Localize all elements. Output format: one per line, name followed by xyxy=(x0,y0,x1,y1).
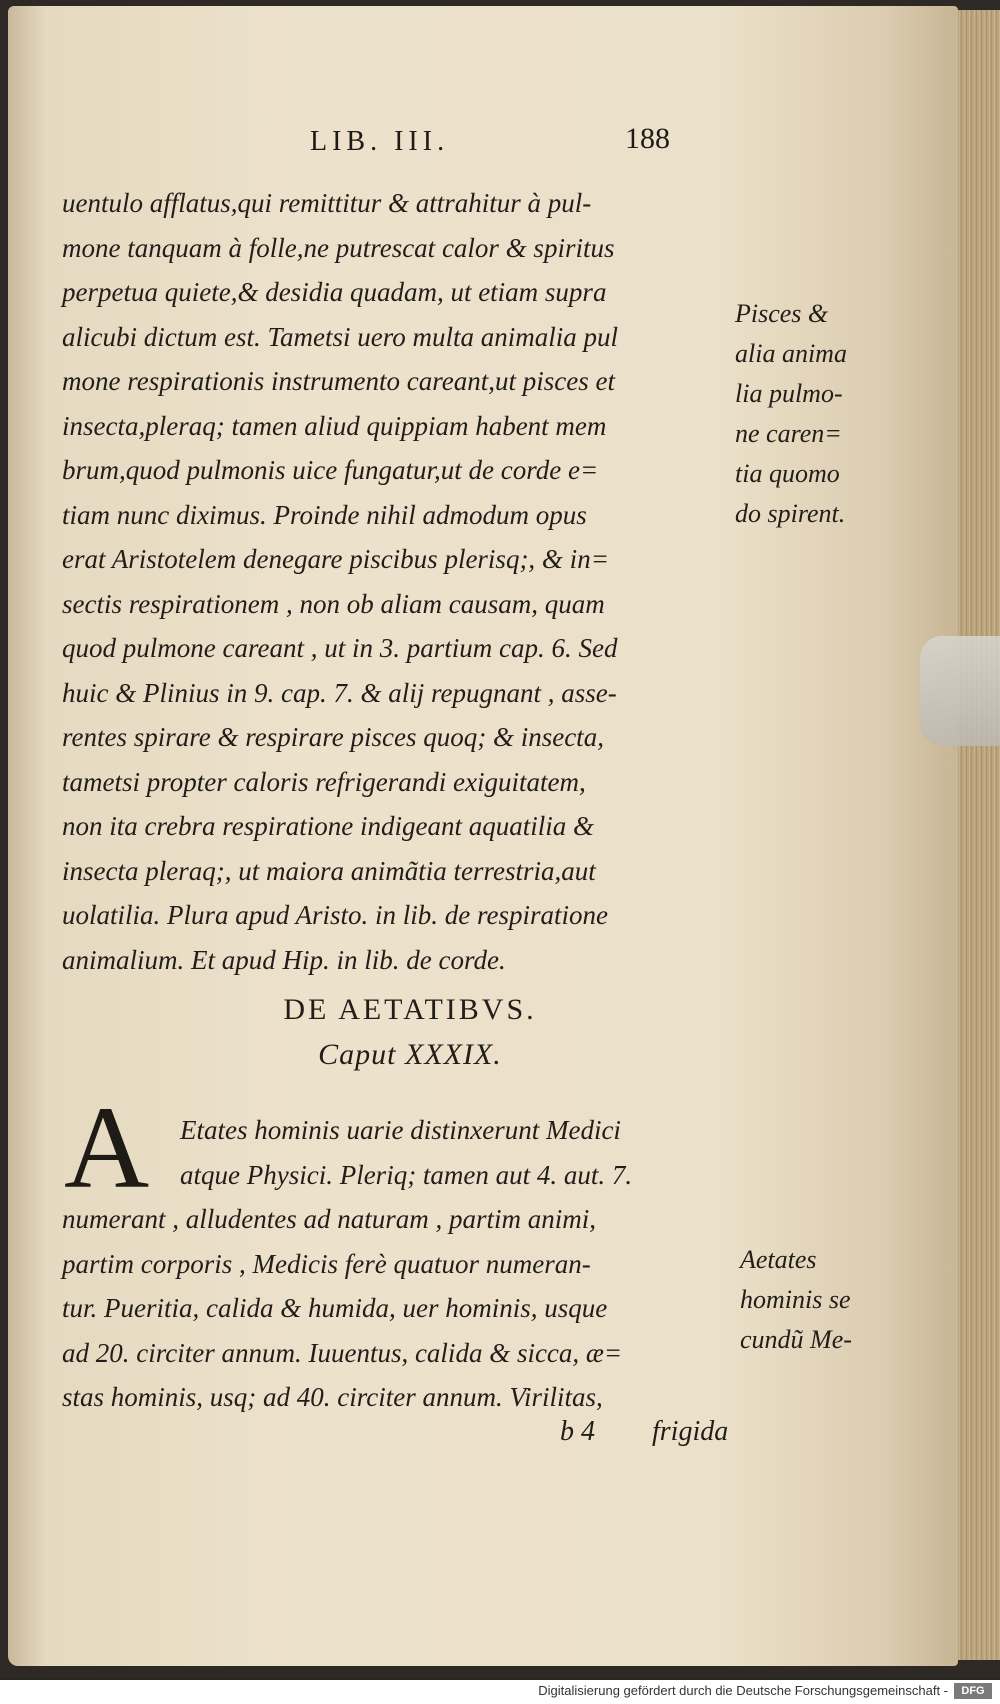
text-line: tametsi propter caloris refrigerandi exiguitatem, xyxy=(62,766,586,797)
text-line: huic & Plinius in 9. cap. 7. & alij repugnant , asse- xyxy=(62,677,617,708)
text-line: insecta,pleraq; tamen aliud quippiam habent mem xyxy=(62,410,607,441)
chapter-text-block xyxy=(62,1108,742,1420)
marginal-note-line: alia anima xyxy=(735,339,847,368)
marginal-note-aetates xyxy=(740,1240,880,1360)
text-line: rentes spirare & respirare pisces quoq; & insecta, xyxy=(62,722,604,752)
text-line: quod pulmone careant , ut in 3. partium cap. 6. Sed xyxy=(62,633,618,663)
marginal-note-line: Pisces & xyxy=(735,299,829,328)
text-line: mone tanquam à folle,ne putrescat calor & spiritus xyxy=(62,232,615,263)
running-head xyxy=(300,122,700,166)
main-text-block xyxy=(62,181,732,982)
text-line: insecta pleraq;, ut maiora animãtia terrestria,aut xyxy=(62,855,596,886)
text-line: partim corporis , Medicis ferè quatuor numeran- xyxy=(62,1248,591,1279)
text-line: uentulo afflatus,qui remittitur & attrahitur à pul- xyxy=(62,188,592,218)
text-line: mone respirationis instrumento careant,ut pisces et xyxy=(62,366,615,396)
text-line: atque Physici. Pleriq; tamen aut 4. aut. 7. xyxy=(180,1159,633,1190)
text-line: tiam nunc diximus. Proinde nihil admodum opus xyxy=(62,499,587,530)
text-line: tur. Pueritia, calida & humida, uer hominis, usque xyxy=(62,1293,608,1323)
marginal-note-line: ne caren= xyxy=(735,419,842,448)
bookmark-tab xyxy=(920,636,1000,746)
marginal-note-pisces xyxy=(735,294,875,534)
funding-credit: Digitalisierung gefördert durch die Deutsche Forschungsgemeinschaft - xyxy=(538,1683,948,1698)
marginal-note-line: lia pulmo- xyxy=(735,379,843,408)
text-line: alicubi dictum est. Tametsi uero multa animalia pul xyxy=(62,321,618,352)
catchword: frigida xyxy=(652,1416,729,1447)
text-line: ad 20. circiter annum. Iuuentus, calida & sicca, æ= xyxy=(62,1337,623,1368)
drop-cap-initial: A xyxy=(64,1082,150,1213)
text-line: numerant , alludentes ad naturam , partim animi, xyxy=(62,1204,596,1234)
book-number: LIB. III. xyxy=(310,126,450,157)
text-line: brum,quod pulmonis uice fungatur,ut de corde e= xyxy=(62,455,599,485)
text-line: non ita crebra respiratione indigeant aquatilia & xyxy=(62,811,594,841)
text-line: Etates hominis uarie distinxerunt Medici xyxy=(180,1115,621,1145)
signature-mark: b 4 xyxy=(560,1416,595,1447)
chapter-heading: DE AETATIBVS. xyxy=(283,993,537,1026)
text-line: animalium. Et apud Hip. in lib. de corde. xyxy=(62,944,506,975)
text-line: stas hominis, usq; ad 40. circiter annum. Virilitas, xyxy=(62,1382,603,1412)
marginal-note-line: Aetates xyxy=(740,1245,817,1274)
dfg-logo: DFG xyxy=(954,1683,992,1699)
marginal-note-line: do spirent. xyxy=(735,499,846,528)
text-line: sectis respirationem , non ob aliam causam, quam xyxy=(62,588,605,619)
folio-number: 188 xyxy=(625,122,670,155)
marginal-note-line: hominis se xyxy=(740,1285,851,1314)
chapter-subheading: Caput XXXIX. xyxy=(318,1038,502,1071)
text-line: erat Aristotelem denegare piscibus plerisq;, & in= xyxy=(62,544,609,574)
text-line: uolatilia. Plura apud Aristo. in lib. de respiratione xyxy=(62,900,609,930)
marginal-note-line: tia quomo xyxy=(735,459,840,488)
text-line: perpetua quiete,& desidia quadam, ut etiam supra xyxy=(62,277,607,307)
marginal-note-line: cundũ Me- xyxy=(740,1325,852,1354)
footer-bar xyxy=(0,1680,1000,1704)
